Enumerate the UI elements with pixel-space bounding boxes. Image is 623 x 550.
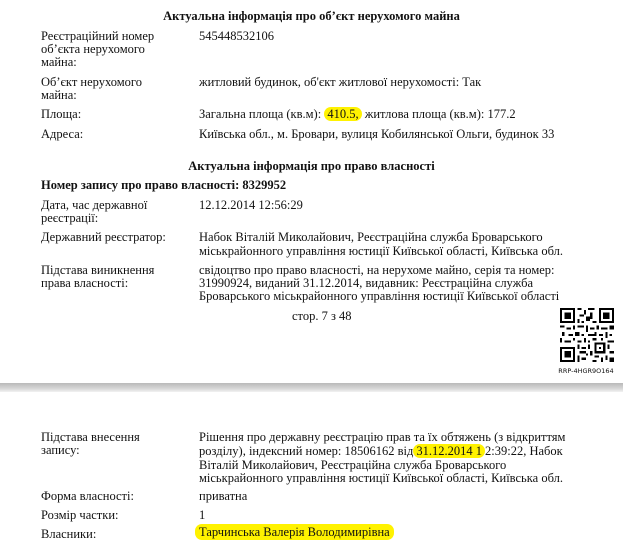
page-number: стор. 7 з 48	[292, 309, 352, 323]
object-label-2: майна:	[41, 88, 77, 102]
page-separator	[0, 383, 623, 392]
entry-basis-line-2-start: розділу), індексний номер: 18506162 від	[199, 444, 414, 458]
owners-label: Власники:	[41, 527, 97, 541]
entry-date-highlight: 31.12.2014 1	[413, 444, 485, 458]
qr-code	[560, 308, 614, 362]
entry-basis-label-2: запису:	[41, 443, 80, 457]
reg-date-value: 12.12.2014 12:56:29	[199, 198, 303, 212]
address-value: Київська обл., м. Бровари, вулиця Кобилянської Ольги, будинок 33	[199, 127, 555, 141]
reg-number-label-3: майна:	[41, 55, 77, 69]
area-value	[199, 107, 516, 121]
share-size-value: 1	[199, 508, 206, 522]
area-prefix: Загальна площа (кв.м):	[199, 107, 322, 121]
object-label-1: Об’єкт нерухомого	[41, 75, 142, 89]
object-section-title: Актуальна інформація про об’єкт нерухомого майна	[163, 9, 460, 23]
entry-basis-line-2	[199, 444, 563, 458]
share-size-label: Розмір частки:	[41, 508, 119, 522]
reg-number-value: 545448532106	[199, 29, 274, 43]
registrar-value-2: міськрайонного управління юстиції Київської області, Київська обл.	[199, 244, 563, 258]
basis-label-1: Підстава виникнення	[41, 263, 155, 277]
entry-basis-line-3: Віталій Миколайович, Реєстраційна служба Броварського	[199, 458, 507, 472]
area-label: Площа:	[41, 107, 82, 121]
entry-basis-label-1: Підстава внесення	[41, 430, 140, 444]
owners-value: Тарчинська Валерія Володимирівна	[195, 524, 394, 540]
record-number-label: Номер запису про право власності:	[41, 178, 240, 192]
reg-number-label-2: об’єкта нерухомого	[41, 42, 145, 56]
registrar-value-1: Набок Віталій Миколайович, Реєстраційна служба Броварського	[199, 230, 543, 244]
area-suffix: житлова площа (кв.м): 177.2	[364, 107, 516, 121]
area-total-highlight: 410.5,	[324, 107, 361, 121]
ownership-section-title: Актуальна інформація про право власності	[188, 159, 435, 173]
record-number-value: 8329952	[242, 178, 287, 192]
entry-basis-line-1: Рішення про державну реєстрацію прав та їх обтяжень (з відкриттям	[199, 430, 566, 444]
object-value: житловий будинок, об'єкт житлової нерухомості: Так	[199, 75, 482, 89]
ownership-form-value: приватна	[199, 489, 248, 503]
reg-number-label-1: Реєстраційний номер	[41, 29, 155, 43]
address-label: Адреса:	[41, 127, 84, 141]
entry-basis-line-4: міськрайонного управління юстиції Київської області, Київська обл.	[199, 471, 563, 485]
qr-caption: RRP-4HGR9O164	[558, 367, 614, 375]
basis-label-2: права власності:	[41, 276, 129, 290]
ownership-form-label: Форма власності:	[41, 489, 134, 503]
owners-value-wrap	[195, 525, 394, 539]
reg-date-label-1: Дата, час державної	[41, 198, 148, 212]
reg-date-label-2: реєстрації:	[41, 211, 99, 225]
basis-value-1: свідоцтво про право власності, на нерухоме майно, серія та номер:	[199, 263, 555, 277]
entry-basis-line-2-end: 2:39:22, Набок	[485, 444, 563, 458]
basis-value-3: Броварського міськрайонного управління юстиції Київської області	[199, 289, 560, 303]
basis-value-2: 31990924, виданий 31.12.2014, видавник: Реєстраційна служба	[199, 276, 534, 290]
record-number-line	[41, 178, 286, 192]
registrar-label: Державний реєстратор:	[41, 230, 166, 244]
